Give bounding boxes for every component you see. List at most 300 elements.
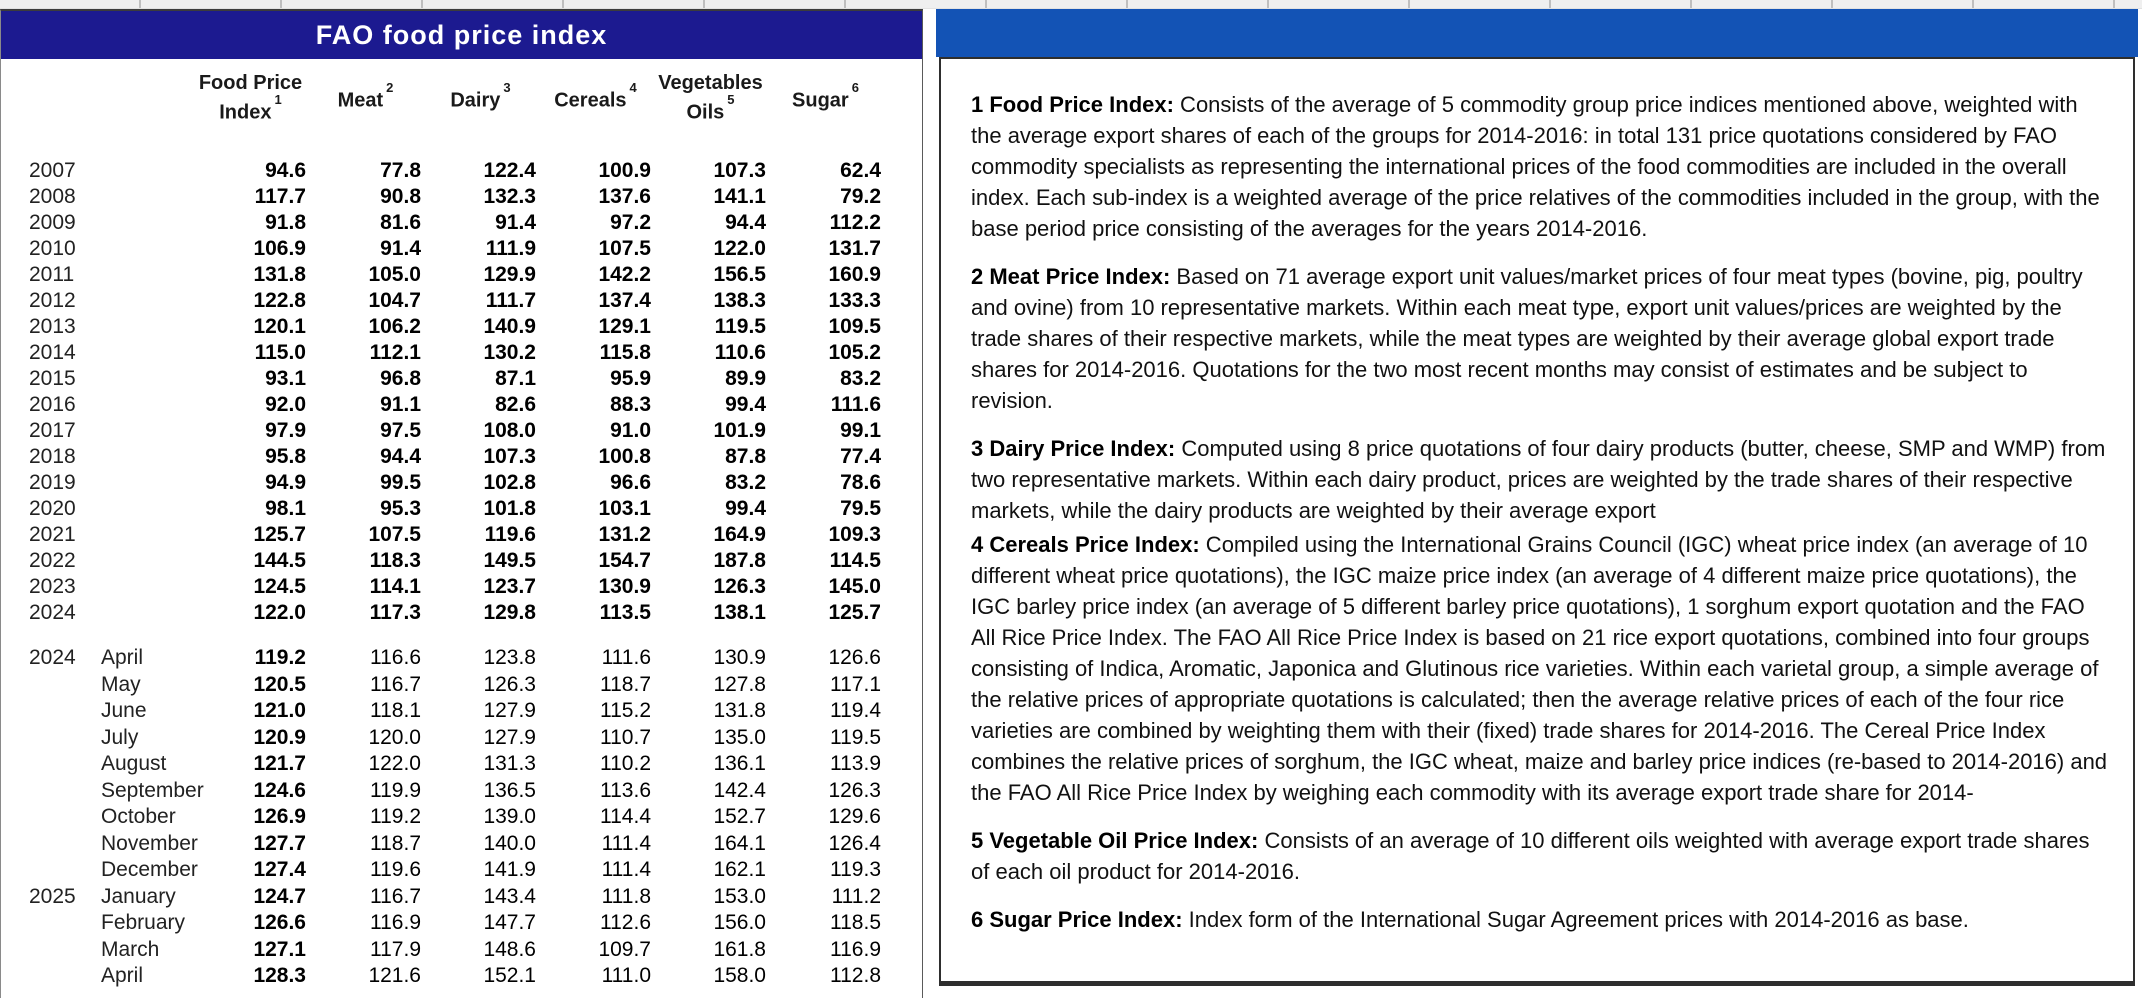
column-header-line xyxy=(792,80,859,113)
value-cell: 117.9 xyxy=(370,937,421,961)
value-cell: 91.8 xyxy=(265,211,306,234)
value-cell: 92.0 xyxy=(265,393,306,416)
year-cell: 2020 xyxy=(29,497,76,520)
column-header-superscript: 4 xyxy=(629,80,637,96)
value-cell: 148.6 xyxy=(483,937,536,961)
monthly-data-rows xyxy=(1,645,922,990)
column-header-superscript: 1 xyxy=(274,92,282,108)
value-cell: 138.3 xyxy=(713,289,766,312)
table-row xyxy=(1,857,922,884)
value-cell: 94.4 xyxy=(725,211,766,234)
value-cell: 105.0 xyxy=(368,263,421,286)
month-cell: July xyxy=(101,725,139,749)
value-cell: 111.8 xyxy=(601,884,651,908)
value-cell: 129.8 xyxy=(483,601,536,624)
value-cell: 137.6 xyxy=(598,185,651,208)
table-row xyxy=(1,184,922,210)
value-cell: 127.1 xyxy=(253,937,306,961)
table-row xyxy=(1,236,922,262)
value-cell: 156.0 xyxy=(713,911,766,935)
value-cell: 100.9 xyxy=(598,159,651,182)
value-cell: 117.3 xyxy=(369,601,421,624)
value-cell: 96.8 xyxy=(380,367,421,390)
value-cell: 112.6 xyxy=(600,911,651,935)
year-cell: 2024 xyxy=(29,646,76,670)
value-cell: 97.5 xyxy=(380,419,421,442)
value-cell: 131.8 xyxy=(713,699,766,723)
value-cell: 101.9 xyxy=(713,419,766,442)
table-row xyxy=(1,963,922,990)
value-cell: 106.2 xyxy=(368,315,421,338)
month-cell: October xyxy=(101,805,176,829)
month-column-spacer xyxy=(101,65,193,131)
value-cell: 126.4 xyxy=(828,831,881,855)
column-header-label: Vegetables xyxy=(658,72,763,95)
month-cell: November xyxy=(101,831,198,855)
column-header-row xyxy=(1,65,922,131)
value-cell: 77.4 xyxy=(840,445,881,468)
value-cell: 99.5 xyxy=(380,471,421,494)
value-cell: 131.2 xyxy=(598,523,651,546)
value-cell: 95.9 xyxy=(610,367,651,390)
value-cell: 139.0 xyxy=(483,805,536,829)
value-cell: 116.7 xyxy=(370,672,421,696)
table-row xyxy=(1,725,922,752)
year-cell: 2021 xyxy=(29,523,76,546)
value-cell: 145.0 xyxy=(828,575,881,598)
value-cell: 124.5 xyxy=(253,575,306,598)
month-cell: June xyxy=(101,699,147,723)
value-cell: 132.3 xyxy=(483,185,536,208)
column-header-line xyxy=(337,80,394,113)
value-cell: 140.0 xyxy=(483,831,536,855)
value-cell: 111.4 xyxy=(601,858,651,882)
value-cell: 130.9 xyxy=(598,575,651,598)
footnotes-panel xyxy=(939,57,2135,986)
value-cell: 116.9 xyxy=(830,937,881,961)
value-cell: 87.1 xyxy=(495,367,536,390)
value-cell: 118.1 xyxy=(370,699,421,723)
value-cell: 164.9 xyxy=(713,523,766,546)
month-cell: April xyxy=(101,964,144,988)
value-cell: 107.5 xyxy=(598,237,651,260)
table-row xyxy=(1,831,922,858)
value-cell: 160.9 xyxy=(828,263,881,286)
table-row xyxy=(1,496,922,522)
value-cell: 117.7 xyxy=(254,185,306,208)
value-cell: 161.8 xyxy=(713,937,766,961)
value-cell: 98.1 xyxy=(265,497,306,520)
value-cell: 120.0 xyxy=(368,725,421,749)
value-cell: 102.8 xyxy=(483,471,536,494)
value-cell: 127.9 xyxy=(483,725,536,749)
value-cell: 125.7 xyxy=(253,523,306,546)
table-row xyxy=(1,910,922,937)
table-row xyxy=(1,698,922,725)
value-cell: 112.8 xyxy=(830,964,881,988)
value-cell: 120.9 xyxy=(253,725,306,749)
footnote: 4 Cereals Price Index: Compiled using the International Grains Council (IGC) wheat price index (an average of 10 different wheat price quotations), the IGC maize price index (an average of 4 different maize price quotations), the IGC barley price index (an average of 5 different barley price quotations), 1 sorghum export quotation and the FAO All Rice Price Index. The FAO All Rice Price Index is based on 21 rice export quotations, combined into four groups consisting of Indica, Aromatic, Japonica and Glutinous rice varieties. Within each varietal group, a simple average of the relative prices of appropriate quotations is calculated; then the average relative prices of each of the four rice varieties are combined by weighting them with their (fixed) trade shares for 2014-2016. The Cereal Price Index combines the relative prices of sorghum, the IGC wheat, maize and barley price indices (re-based to 2014-2016) and the FAO All Rice Price Index by weighing each commodity with its average export trade share for 2014- xyxy=(971,532,2108,805)
table-row xyxy=(1,314,922,340)
month-cell: May xyxy=(101,672,141,696)
value-cell: 83.2 xyxy=(840,367,881,390)
value-cell: 129.9 xyxy=(483,263,536,286)
value-cell: 131.7 xyxy=(828,237,881,260)
value-cell: 95.8 xyxy=(265,445,306,468)
table-title-band xyxy=(1,11,922,59)
value-cell: 111.9 xyxy=(485,237,536,260)
year-cell: 2014 xyxy=(29,341,76,364)
value-cell: 152.7 xyxy=(713,805,766,829)
month-cell: February xyxy=(101,911,186,935)
year-cell: 2019 xyxy=(29,471,76,494)
value-cell: 144.5 xyxy=(253,549,306,572)
value-cell: 118.7 xyxy=(370,831,421,855)
table-row xyxy=(1,751,922,778)
month-cell: April xyxy=(101,646,144,670)
table-row xyxy=(1,340,922,366)
value-cell: 122.0 xyxy=(368,752,421,776)
table-row xyxy=(1,444,922,470)
value-cell: 111.7 xyxy=(485,289,536,312)
value-cell: 99.4 xyxy=(725,393,766,416)
footnote-title: 1 Food Price Index: xyxy=(971,92,1174,117)
table-row xyxy=(1,158,922,184)
value-cell: 154.7 xyxy=(598,549,651,572)
value-cell: 93.1 xyxy=(265,367,306,390)
value-cell: 89.9 xyxy=(725,367,766,390)
year-cell: 2007 xyxy=(29,159,76,182)
value-cell: 107.3 xyxy=(483,445,536,468)
value-cell: 153.0 xyxy=(713,884,766,908)
column-header-label: Meat xyxy=(337,89,384,112)
value-cell: 127.8 xyxy=(713,672,766,696)
month-cell: March xyxy=(101,937,160,961)
table-row xyxy=(1,470,922,496)
value-cell: 122.8 xyxy=(253,289,306,312)
value-cell: 119.3 xyxy=(830,858,881,882)
value-cell: 125.7 xyxy=(828,601,881,624)
column-header-superscript: 3 xyxy=(503,80,511,96)
table-row xyxy=(1,392,922,418)
column-header-label: Index xyxy=(219,101,272,124)
table-row xyxy=(1,600,922,626)
value-cell: 147.7 xyxy=(483,911,536,935)
column-header-line xyxy=(219,92,282,125)
footnote-title: 3 Dairy Price Index: xyxy=(971,436,1176,461)
value-cell: 91.4 xyxy=(495,211,536,234)
value-cell: 82.6 xyxy=(495,393,536,416)
value-cell: 130.2 xyxy=(483,341,536,364)
table-row xyxy=(1,574,922,600)
value-cell: 114.5 xyxy=(829,549,881,572)
value-cell: 142.2 xyxy=(598,263,651,286)
value-cell: 126.3 xyxy=(828,778,881,802)
year-cell: 2009 xyxy=(29,211,76,234)
value-cell: 135.0 xyxy=(713,725,766,749)
column-header xyxy=(308,65,423,131)
value-cell: 126.6 xyxy=(253,911,306,935)
value-cell: 111.6 xyxy=(830,393,881,416)
column-header-line xyxy=(199,71,302,95)
footnote: 6 Sugar Price Index: Index form of the International Sugar Agreement prices with 2014-2016 as base. xyxy=(971,907,1969,932)
table-row xyxy=(1,210,922,236)
column-header xyxy=(193,65,308,131)
value-cell: 91.1 xyxy=(380,393,421,416)
month-cell: December xyxy=(101,858,198,882)
value-cell: 120.5 xyxy=(253,672,306,696)
value-cell: 124.6 xyxy=(253,778,306,802)
value-cell: 114.1 xyxy=(369,575,421,598)
value-cell: 105.2 xyxy=(828,341,881,364)
value-cell: 123.7 xyxy=(483,575,536,598)
value-cell: 123.8 xyxy=(483,646,536,670)
year-column-spacer xyxy=(29,65,101,131)
value-cell: 140.9 xyxy=(483,315,536,338)
value-cell: 109.7 xyxy=(598,937,651,961)
value-cell: 119.5 xyxy=(830,725,881,749)
value-cell: 96.6 xyxy=(610,471,651,494)
value-cell: 129.6 xyxy=(828,805,881,829)
value-cell: 91.0 xyxy=(610,419,651,442)
value-cell: 109.5 xyxy=(828,315,881,338)
value-cell: 97.9 xyxy=(265,419,306,442)
value-cell: 90.8 xyxy=(380,185,421,208)
value-cell: 88.3 xyxy=(610,393,651,416)
table-row xyxy=(1,288,922,314)
value-cell: 118.3 xyxy=(369,549,421,572)
value-cell: 110.7 xyxy=(600,725,651,749)
value-cell: 95.3 xyxy=(380,497,421,520)
value-cell: 131.8 xyxy=(253,263,306,286)
value-cell: 121.0 xyxy=(253,699,306,723)
spreadsheet-grid-strip xyxy=(0,0,2142,9)
value-cell: 104.7 xyxy=(368,289,421,312)
value-cell: 126.3 xyxy=(483,672,536,696)
value-cell: 143.4 xyxy=(483,884,536,908)
value-cell: 113.6 xyxy=(600,778,651,802)
notes-title-band xyxy=(936,9,2138,57)
value-cell: 62.4 xyxy=(840,159,881,182)
column-header-superscript: 5 xyxy=(727,92,735,108)
fao-price-table-panel xyxy=(0,9,923,998)
month-cell: January xyxy=(101,884,176,908)
value-cell: 110.6 xyxy=(714,341,766,364)
table-row xyxy=(1,366,922,392)
value-cell: 117.1 xyxy=(830,672,881,696)
value-cell: 106.9 xyxy=(253,237,306,260)
year-cell: 2013 xyxy=(29,315,76,338)
value-cell: 94.6 xyxy=(265,159,306,182)
value-cell: 119.6 xyxy=(484,523,536,546)
column-header-label: Dairy xyxy=(450,89,501,112)
value-cell: 94.4 xyxy=(380,445,421,468)
year-cell: 2016 xyxy=(29,393,76,416)
value-cell: 127.9 xyxy=(483,699,536,723)
value-cell: 187.8 xyxy=(713,549,766,572)
year-cell: 2022 xyxy=(29,549,76,572)
value-cell: 114.4 xyxy=(600,805,651,829)
value-cell: 116.7 xyxy=(370,884,421,908)
value-cell: 94.9 xyxy=(265,471,306,494)
value-cell: 131.3 xyxy=(483,752,536,776)
value-cell: 78.6 xyxy=(840,471,881,494)
value-cell: 118.5 xyxy=(830,911,881,935)
value-cell: 109.3 xyxy=(828,523,881,546)
column-header-label: Food Price xyxy=(198,72,303,95)
value-cell: 156.5 xyxy=(713,263,766,286)
value-cell: 115.0 xyxy=(254,341,306,364)
column-header-superscript: 2 xyxy=(386,80,394,96)
value-cell: 119.9 xyxy=(370,778,421,802)
value-cell: 113.9 xyxy=(830,752,881,776)
value-cell: 118.7 xyxy=(600,672,651,696)
value-cell: 152.1 xyxy=(483,964,536,988)
value-cell: 127.4 xyxy=(253,858,306,882)
year-cell: 2011 xyxy=(29,263,75,286)
value-cell: 81.6 xyxy=(380,211,421,234)
value-cell: 126.9 xyxy=(253,805,306,829)
value-cell: 136.1 xyxy=(713,752,766,776)
value-cell: 107.5 xyxy=(368,523,421,546)
table-row xyxy=(1,672,922,699)
value-cell: 112.1 xyxy=(369,341,421,364)
value-cell: 116.9 xyxy=(370,911,421,935)
column-header-line xyxy=(686,92,735,125)
table-row xyxy=(1,418,922,444)
value-cell: 120.1 xyxy=(253,315,306,338)
value-cell: 119.6 xyxy=(370,858,421,882)
value-cell: 115.2 xyxy=(600,699,651,723)
footnote-title: 5 Vegetable Oil Price Index: xyxy=(971,828,1259,853)
value-cell: 162.1 xyxy=(713,858,766,882)
value-cell: 141.9 xyxy=(483,858,536,882)
value-cell: 77.8 xyxy=(380,159,421,182)
year-cell: 2017 xyxy=(29,419,76,442)
value-cell: 103.1 xyxy=(598,497,651,520)
month-cell: August xyxy=(101,752,167,776)
value-cell: 100.8 xyxy=(598,445,651,468)
column-header xyxy=(423,65,538,131)
column-header-line xyxy=(554,80,637,113)
table-row xyxy=(1,884,922,911)
year-cell: 2012 xyxy=(29,289,76,312)
value-cell: 121.6 xyxy=(368,964,421,988)
footnote: 2 Meat Price Index: Based on 71 average export unit values/market prices of four meat types (bovine, pig, poultry and ovine) from 10 representative markets. Within each meat type, export unit values/prices are weighted by the trade shares of their respective markets, while the meat types are weighted by their average global export trade shares for 2014-2016. Quotations for the two most recent months may consist of estimates and be subject to revision. xyxy=(971,264,2083,413)
value-cell: 83.2 xyxy=(725,471,766,494)
value-cell: 101.8 xyxy=(483,497,536,520)
value-cell: 149.5 xyxy=(483,549,536,572)
year-cell: 2025 xyxy=(29,884,76,908)
value-cell: 138.1 xyxy=(713,601,766,624)
column-header-superscript: 6 xyxy=(851,80,859,96)
value-cell: 164.1 xyxy=(713,831,766,855)
value-cell: 116.6 xyxy=(370,646,421,670)
table-row xyxy=(1,262,922,288)
year-cell: 2024 xyxy=(29,601,76,624)
value-cell: 99.4 xyxy=(725,497,766,520)
year-cell: 2008 xyxy=(29,185,76,208)
value-cell: 111.2 xyxy=(831,884,881,908)
value-cell: 107.3 xyxy=(713,159,766,182)
value-cell: 99.1 xyxy=(840,419,881,442)
value-cell: 79.2 xyxy=(840,185,881,208)
value-cell: 111.6 xyxy=(601,646,651,670)
value-cell: 79.5 xyxy=(840,497,881,520)
value-cell: 119.5 xyxy=(714,315,766,338)
value-cell: 111.4 xyxy=(601,831,651,855)
column-header-label: Oils xyxy=(686,101,725,124)
value-cell: 136.5 xyxy=(483,778,536,802)
column-header xyxy=(538,65,653,131)
value-cell: 122.0 xyxy=(253,601,306,624)
footnote: 3 Dairy Price Index: Computed using 8 price quotations of four dairy products (butter, cheese, SMP and WMP) from two representative markets. Within each dairy product, prices are weighted by the trade shares of their respective markets, while the dairy products are weighted by their average export xyxy=(971,436,2106,523)
value-cell: 127.7 xyxy=(253,831,306,855)
value-cell: 126.3 xyxy=(713,575,766,598)
column-header-label: Sugar xyxy=(792,89,849,112)
value-cell: 112.2 xyxy=(829,211,881,234)
value-cell: 122.0 xyxy=(713,237,766,260)
value-cell: 128.3 xyxy=(253,964,306,988)
column-header-label: Cereals xyxy=(554,89,627,112)
value-cell: 113.5 xyxy=(599,601,651,624)
table-row xyxy=(1,804,922,831)
footnote-title: 6 Sugar Price Index: xyxy=(971,907,1183,932)
year-cell: 2023 xyxy=(29,575,76,598)
value-cell: 133.3 xyxy=(828,289,881,312)
value-cell: 87.8 xyxy=(725,445,766,468)
table-title: FAO food price index xyxy=(315,19,608,50)
footnote: 1 Food Price Index: Consists of the average of 5 commodity group price indices mentioned above, weighted with the average export shares of each of the groups for 2014-2016: in total 131 price quotations considered by FAO commodity specialists as representing the international prices of the food commodities are included in the overall index. Each sub-index is a weighted average of the price relatives of the commodities included in the group, with the base period price consisting of the averages for the years 2014-2016. xyxy=(971,92,2100,241)
value-cell: 121.7 xyxy=(253,752,306,776)
table-row xyxy=(1,645,922,672)
value-cell: 119.4 xyxy=(830,699,881,723)
value-cell: 126.6 xyxy=(828,646,881,670)
value-cell: 130.9 xyxy=(713,646,766,670)
value-cell: 124.7 xyxy=(253,884,306,908)
column-header xyxy=(653,65,768,131)
value-cell: 119.2 xyxy=(370,805,421,829)
footnote-title: 2 Meat Price Index: xyxy=(971,264,1171,289)
year-cell: 2015 xyxy=(29,367,76,390)
value-cell: 91.4 xyxy=(380,237,421,260)
footnote: 5 Vegetable Oil Price Index: Consists of an average of 10 different oils weighted with average export trade shares of each oil product for 2014-2016. xyxy=(971,828,2090,884)
value-cell: 122.4 xyxy=(483,159,536,182)
table-row xyxy=(1,548,922,574)
value-cell: 111.0 xyxy=(601,964,651,988)
yearly-data-rows xyxy=(1,158,922,626)
month-cell: September xyxy=(101,778,204,802)
value-cell: 119.2 xyxy=(254,646,306,670)
column-header xyxy=(768,65,883,131)
footnote-title: 4 Cereals Price Index: xyxy=(971,532,1200,557)
column-header-line xyxy=(658,71,763,95)
value-cell: 141.1 xyxy=(713,185,766,208)
value-cell: 115.8 xyxy=(599,341,651,364)
value-cell: 137.4 xyxy=(598,289,651,312)
table-row xyxy=(1,778,922,805)
column-header-line xyxy=(450,80,511,113)
value-cell: 129.1 xyxy=(598,315,651,338)
value-cell: 108.0 xyxy=(483,419,536,442)
value-cell: 158.0 xyxy=(713,964,766,988)
table-row xyxy=(1,937,922,964)
table-row xyxy=(1,522,922,548)
year-cell: 2018 xyxy=(29,445,76,468)
year-cell: 2010 xyxy=(29,237,76,260)
value-cell: 142.4 xyxy=(713,778,766,802)
value-cell: 110.2 xyxy=(600,752,651,776)
